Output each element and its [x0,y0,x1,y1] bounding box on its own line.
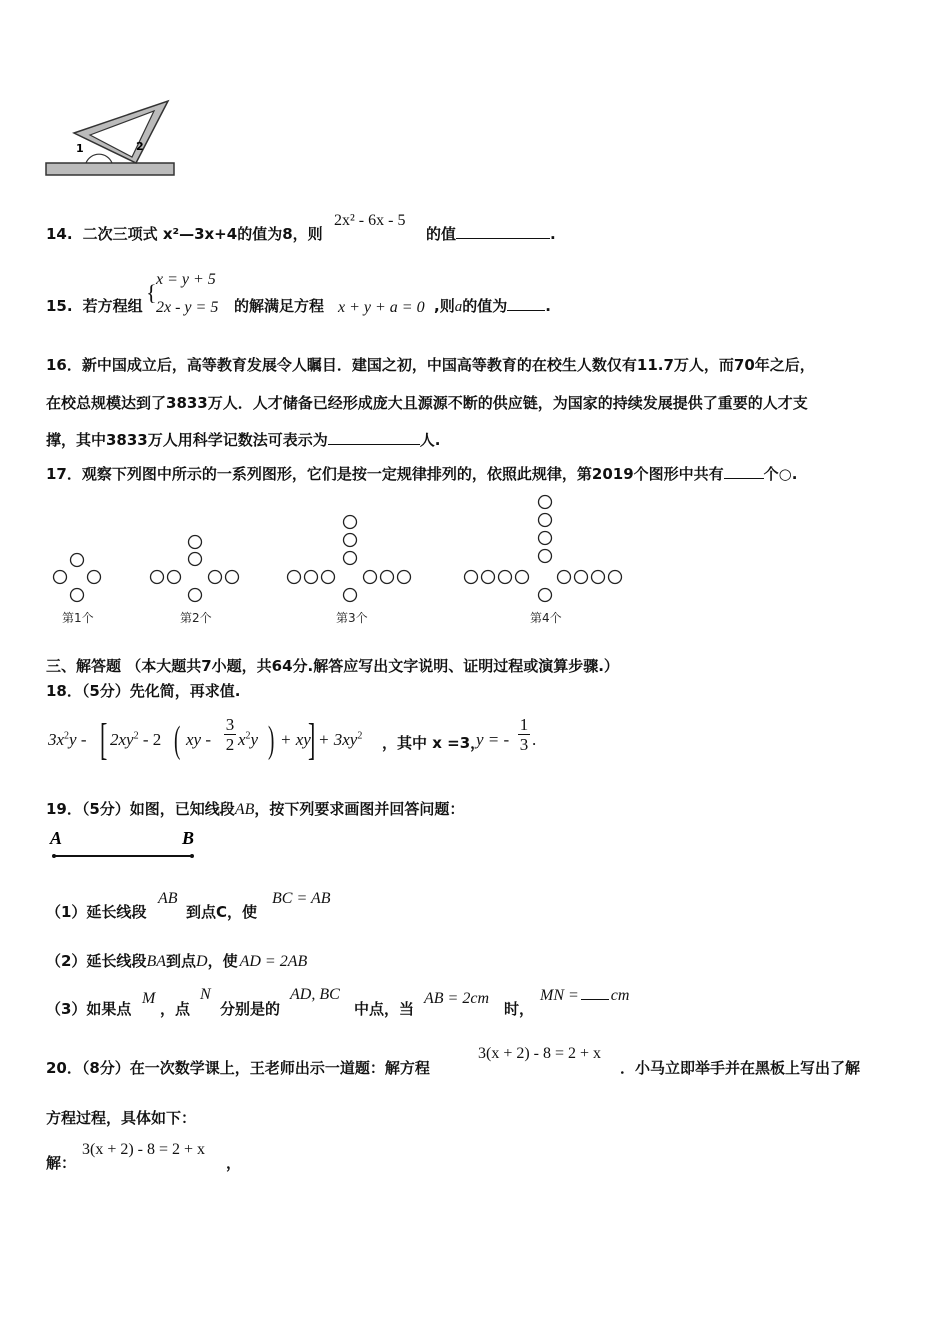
q19-step-3: （3）如果点 [46,1000,132,1018]
pattern-circle [499,571,512,584]
pattern-circle [558,571,571,584]
pattern-circle [54,571,67,584]
pattern-circle [71,589,84,602]
figure-caption-1: 第1个 [62,611,94,625]
pattern-circle [364,571,377,584]
q19-step-2: （2）延长线段BA到点D，使 AD = 2AB [46,952,308,970]
pattern-circle [344,589,357,602]
pattern-circle [344,552,357,565]
pattern-circle [516,571,529,584]
question-20: 20．（8分）在一次数学课上，王老师出示一道题：解方程 [46,1059,430,1077]
q20-equation: 3(x + 2) - 8 = 2 + x [478,1045,602,1062]
angle-1-label: 1 [76,142,84,155]
q20-solution-label: 解： [46,1154,77,1172]
pattern-circle [322,571,335,584]
pattern-circle [592,571,605,584]
q19-step-1: （1）延长线段 [46,903,147,921]
pattern-circle [189,536,202,549]
question-18-header: 18．（5分）先化简，再求值. [46,682,241,700]
pattern-circle [71,554,84,567]
q20-solution-equation: 3(x + 2) - 8 = 2 + x [82,1141,206,1158]
point-b-label: B [182,828,195,848]
question-14: 14. 二次三项式 x²—3x+4的值为8，则 [46,225,323,243]
figure-caption-3: 第3个 [336,611,368,625]
question-20-line2: 方程过程，具体如下： [46,1109,197,1127]
figure-caption-4: 第4个 [530,611,562,625]
q15-eq2: 2x - y = 5 [156,299,219,316]
pattern-circle [151,571,164,584]
pattern-circle [381,571,394,584]
pattern-circle [226,571,239,584]
question-15: 15. 若方程组 [46,297,143,315]
pattern-circle [288,571,301,584]
q18-expression: $3x^2y$ - [ $2xy^2 - 2$ ( xy - 3 2 $x^2y$ ) + xy ] + $3xy^2$ ，其中 x =3， y = - 1 3 . [48,715,537,764]
pattern-circle [88,571,101,584]
pattern-circle [539,514,552,527]
point-a-label: A [50,828,63,848]
pattern-circle [465,571,478,584]
pattern-circle [305,571,318,584]
pattern-circle [209,571,222,584]
question-16-line2: 在校总规模达到了3833万人．人才储备已经形成庞大且源源不断的供应链，为国家的持续发展提供了重要的人才支 [46,394,808,412]
circle-pattern-figures [40,490,640,620]
q14-expr-b: 2x² - 6x - 5 [334,212,406,229]
q15-eq1: x = y + 5 [156,271,216,288]
pattern-circle [539,550,552,563]
pattern-circle [539,496,552,509]
pattern-circle [189,553,202,566]
pattern-circle [398,571,411,584]
pattern-circle [344,516,357,529]
q14-expr-a: x²—3x+4 [162,225,238,243]
figure-caption-2: 第2个 [180,611,212,625]
section-3-title: 三、解答题 （本大题共7小题，共64分.解答应写出文字说明、证明过程或演算步骤.） [46,657,619,675]
pattern-circle [575,571,588,584]
pattern-circle [482,571,495,584]
question-19-header: 19．（5分）如图，已知线段AB，按下列要求画图并回答问题： [46,800,465,818]
pattern-circle [344,534,357,547]
pattern-circle [189,589,202,602]
question-17: 17．观察下列图中所示的一系列图形，它们是按一定规律排列的，依照此规律，第2019个图形中共有 个○. [46,465,798,483]
pattern-circle [539,589,552,602]
pattern-circle [168,571,181,584]
angle-2-label: 2 [136,140,144,153]
question-16-line3: 撑，其中3833万人用科学记数法可表示为 人. [46,431,441,449]
q15-expr: x + y + a = 0 [338,299,425,316]
pattern-circle [539,532,552,545]
pattern-circle [609,571,622,584]
question-16-line1: 16．新中国成立后，高等教育发展令人瞩目．建国之初，中国高等教育的在校生人数仅有11.7万人，而70年之后， [46,356,815,374]
segment-ab-figure [46,826,206,866]
triangle-ruler-figure [40,95,180,185]
